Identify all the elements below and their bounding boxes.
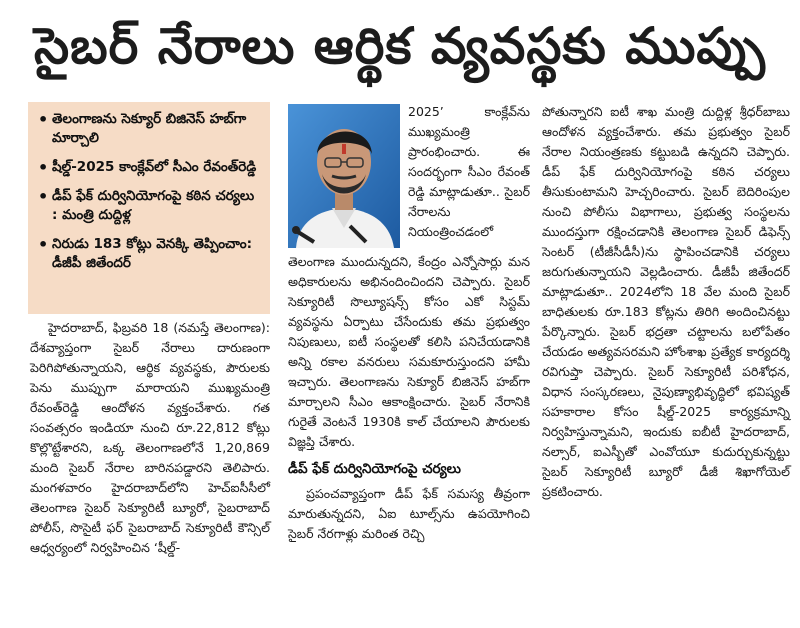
article-column-middle-top: [408, 102, 530, 242]
highlight-item: • డీప్ ఫేక్ దుర్వినియోగంపై కఠిన చర్యలు : మంత్రి దుద్దిళ్ల: [38, 187, 260, 225]
article-paragraph: 2025’ కాంక్లేవ్‌ను ముఖ్యమంత్రి ప్రారంభించారు. ఈ సందర్భంగా సీఎం రేవంత్ రెడ్డి మాట్లాడుతూ.. సైబర్ నేరాలను నియంత్రించడంలో: [408, 104, 530, 239]
highlights-box: [28, 102, 270, 314]
chief-minister-photo: [288, 104, 400, 248]
article-paragraph: హైదరాబాద్, ఫిబ్రవరి 18 (నమస్తే తెలంగాణ): దేశవ్యాప్తంగా సైబర్ నేరాలు దారుణంగా పెరిగిపోతున్నాయని, ఆర్థిక వ్యవస్థకు, పౌరులకు పెను ముప్పుగా మారాయని ముఖ్యమంత్రి రేవంత్‌రెడ్డి ఆందోళన వ్యక్తంచేశారు. గత సంవత్సరం ఇండియా నుంచి రూ.22,812 కోట్లు కొల్లొట్టేశారని, ఒక్క తెలంగాణలోనే 1,20,869 మంది సైబర్ నేరాల బారినపడ్డారని తెలిపారు. మంగళవారం హైదరాబాద్‌లోని హెచ్ఐసీసీలో తెలంగాణ సైబర్ సెక్యూరిటీ బ్యూరో, సైబరాబాద్ పోలీస్, సొసైటీ ఫర్ సైబరాబాద్ సెక్యూరిటీ కౌన్సిల్ ఆధ్వర్యంలో నిర్వహించిన ‘షీల్డ్-: [30, 320, 270, 555]
highlight-item: • తెలంగాణను సెక్యూర్ బిజినెస్ హబ్‌గా మార్చాలి: [38, 110, 260, 148]
person-portrait-icon: [288, 104, 400, 248]
article-paragraph: పోతున్నారని ఐటీ శాఖ మంత్రి దుద్దిళ్ల శ్రీధర్‌బాబు ఆందోళన వ్యక్తంచేశారు. తమ ప్రభుత్వం సైబర్ నేరాల నియంత్రణకు కట్టుబడి ఉన్నదని చెప్పారు. డీప్ ఫేక్ దుర్వినియోగంపై కఠిన చర్యలు తీసుకుంటామని హెచ్చరించారు. సైబర్ బెదిరింపుల నుంచి పోలీసు విభాగాలు, ప్రభుత్వ సంస్థలను ముందస్తుగా రక్షించడానికి తెలంగాణ సైబర్ డిఫెన్స్ సెంటర్ (టీజీసీడీసీ)ను స్థాపించడానికి చర్యలు జరుగుతున్నాయని వెల్లడించారు. డీజీపీ జితేందర్ మాట్లాడుతూ.. 2024లోని 18 వేల మంది సైబర్ బాధితులకు రూ.183 కోట్లను తిరిగి అందించినట్టు పేర్కొన్నారు. సైబర్ భద్రతా చట్టాలను బలోపేతం చేయడం అత్యవసరమని హోంశాఖ ప్రత్యేక కార్యదర్శి రవిగుప్తా చెప్పారు. సైబర్ సెక్యూరిటీ పరిశోధన, విధాన సంస్కరణలు, నైపుణ్యాభివృద్ధిలో భవిష్యత్ సహకారాల కోసం షీల్డ్-2025 కార్యక్రమాన్ని నిర్వహిస్తున్నామని, ఇందుకు ఐబీటీ హైదరాబాద్, నల్సార్, ఐఎస్బీతో ఎంవోయూ కుదుర్చుకున్నట్టు సైబర్ సెక్యూరిటీ బ్యూరో డీజీ శిఖాగోయెల్ ప్రకటించారు.: [542, 104, 790, 499]
article-paragraph: తెలంగాణ ముందున్నదని, కేంద్రం ఎన్నోసార్లు మన అధికారులను అభినందించిందని చెప్పారు. సైబర్ సెక్యూరిటీ సొల్యూషన్స్ కోసం ఎకో సిస్టమ్ వ్యవస్థను ఏర్పాటు చేసేందుకు తమ ప్రభుత్వం నిపుణులు, ఐటీ సంస్థలతో కలిసి పనిచేయడానికి అన్ని రకాల వనరులు సమకూరుస్తుందని హామీ ఇచ్చారు. తెలంగాణను సెక్యూర్ బిజినెస్ హబ్‌గా మార్చాలని సీఎం ఆకాంక్షించారు. సైబర్ నేరానికి గురైతే వెంటనే 1930కి కాల్ చేయాలని పౌరులకు విజ్ఞప్తి చేశారు.: [288, 254, 530, 449]
article-column-right: [542, 102, 790, 502]
highlight-item: • నిరుడు 183 కోట్లు వెనక్కి తెప్పించాం: డీజీపీ జితేందర్: [38, 235, 260, 273]
headline: సైబర్ నేరాలు ఆర్థిక వ్యవస్థకు ముప్పు: [34, 17, 766, 75]
article-column-left: [30, 318, 270, 558]
article-column-middle: [288, 252, 530, 544]
highlight-item: • షీల్డ్-2025 కాంక్లేవ్‌లో సీఎం రేవంత్‌రెడ్డి: [38, 158, 260, 177]
section-subheading: డీప్ ఫేక్ దుర్వినియోగంపై చర్యలు: [288, 461, 461, 477]
article-paragraph: ప్రపంచవ్యాప్తంగా డీప్ ఫేక్ సమస్య తీవ్రంగా మారుతున్నదని, ఏఐ టూల్స్‌ను ఉపయోగించి సైబర్ నేరగాళ్లు మరింత రెచ్చి: [288, 486, 530, 541]
highlights-list: [38, 110, 260, 273]
